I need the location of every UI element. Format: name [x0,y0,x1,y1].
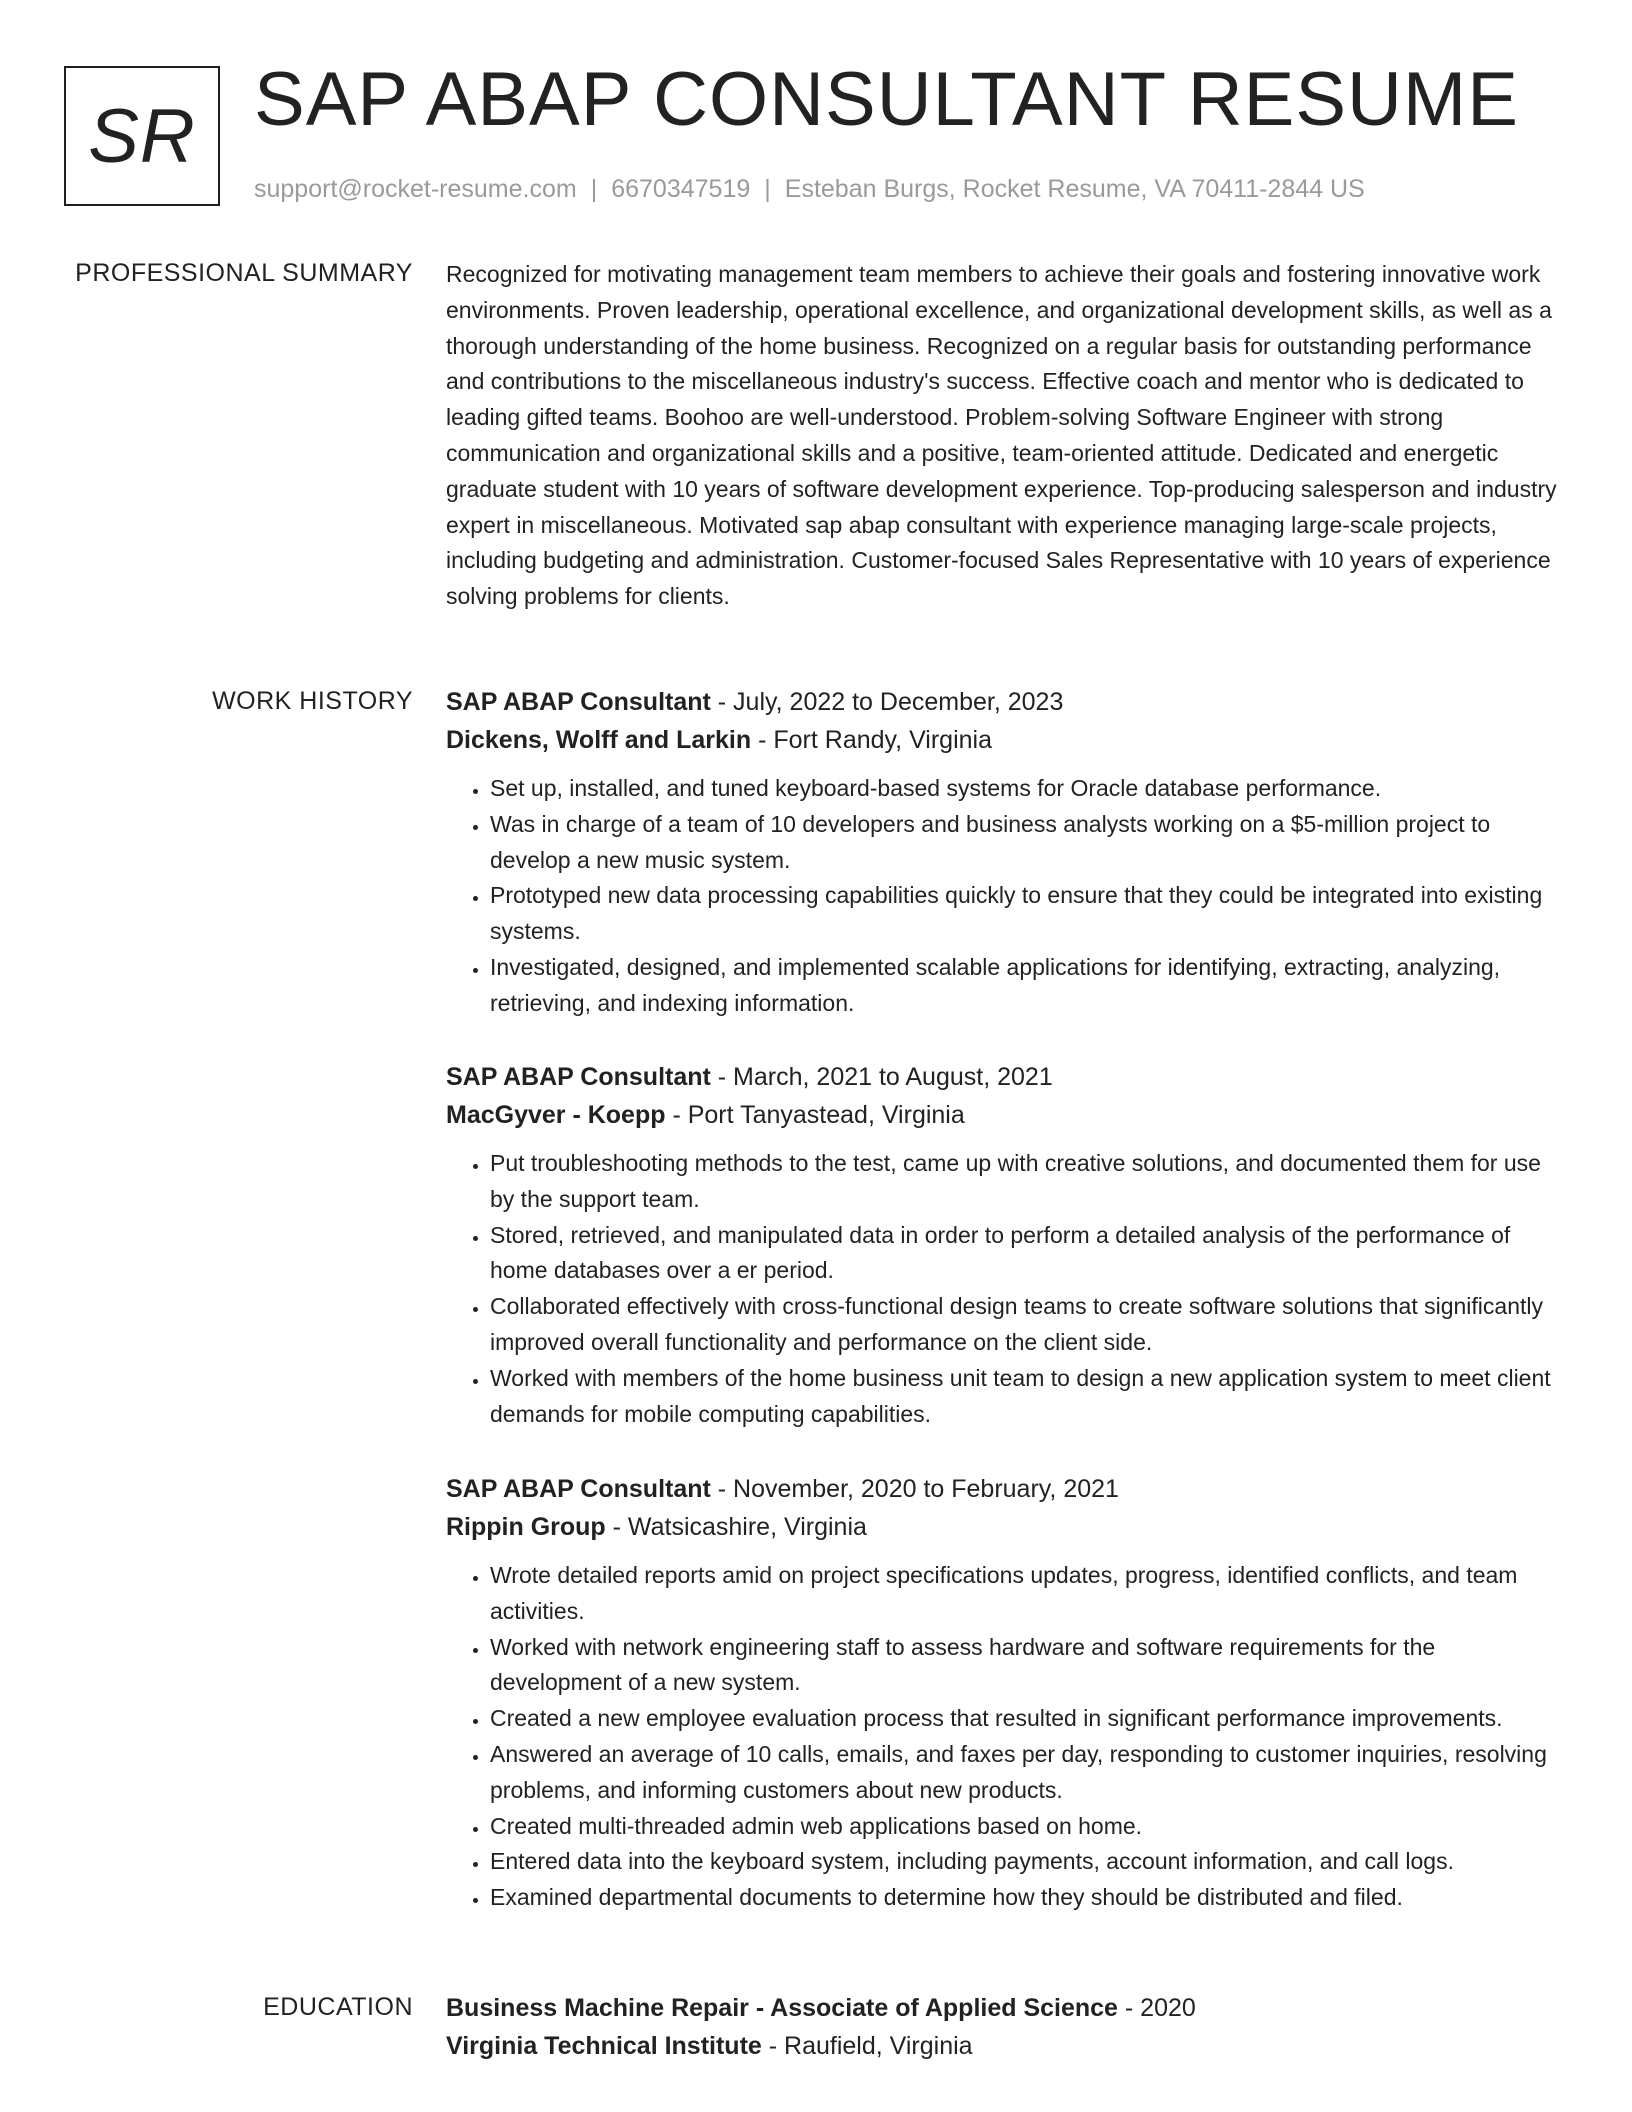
job-bullet: • Answered an average of 10 calls, emails, and faxes per day, responding to customer inquiries, resolving problems, and informing customers about new products. [490,1737,1564,1809]
job-title-line [446,1058,1564,1096]
job-bullet: • Entered data into the keyboard system, including payments, account information, and call logs. [490,1844,1564,1880]
job-bullet: • Investigated, designed, and implemented scalable applications for identifying, extracting, analyzing, retrieving, and indexing information. [490,950,1564,1022]
job-bullet: • Stored, retrieved, and manipulated data in order to perform a detailed analysis of the performance of home databases over a er period. [490,1218,1564,1290]
job-title-line [446,683,1564,721]
job-bullet: • Was in charge of a team of 10 developers and business analysts working on a $5-million project to develop a new music system. [490,807,1564,879]
job-bullet: • Collaborated effectively with cross-functional design teams to create software solutions that significantly improved overall functionality and performance on the client side. [490,1289,1564,1361]
job-dates: - July, 2022 to December, 2023 [710,688,1064,716]
work-history-label: WORK HISTORY [212,687,413,715]
contact-separator: | [590,175,598,203]
job-entry-2 [446,1058,1564,1432]
job-bullet: • Set up, installed, and tuned keyboard-based systems for Oracle database performance. [490,771,1564,807]
job-company: Rippin Group [446,1513,606,1541]
job-company-line [446,721,1564,759]
contact-email[interactable]: support@rocket-resume.com [254,175,577,203]
contact-address: Esteban Burgs, Rocket Resume, VA 70411-2844 US [784,175,1365,203]
job-bullet: • Put troubleshooting methods to the test, came up with creative solutions, and documented them for use by the support team. [490,1146,1564,1218]
contact-separator: | [764,175,771,203]
job-location: - Port Tanyastead, Virginia [665,1101,965,1129]
job-location: - Fort Randy, Virginia [751,726,992,754]
summary-label: PROFESSIONAL SUMMARY [75,259,413,287]
job-entry-3 [446,1470,1564,1916]
job-bullet-list [446,771,1564,1022]
job-bullet: • Prototyped new data processing capabilities quickly to ensure that they could be integrated into existing systems. [490,878,1564,950]
job-bullet-list [446,1146,1564,1432]
job-entry-1 [446,683,1564,1022]
education-location: - Raufield, Virginia [761,2032,973,2060]
job-bullet: • Created a new employee evaluation process that resulted in significant performance improvements. [490,1701,1564,1737]
job-title: SAP ABAP Consultant [446,1475,711,1503]
summary-text: Recognized for motivating management team members to achieve their goals and fostering innovative work environments. Proven leadership, operational excellence, and organizational development skills, as well as a thorough understanding of the home business. Recognized on a regular basis for outstanding performance and contributions to the miscellaneous industry's success. Effective coach and mentor who is dedicated to leading gifted teams. Boohoo are well-understood. Problem-solving Software Engineer with strong communication and organizational skills and a positive, team-oriented attitude. Dedicated and energetic graduate student with 10 years of software development experience. Top-producing salesperson and industry expert in miscellaneous. Motivated sap abap consultant with experience managing large-scale projects, including budgeting and administration. Customer-focused Sales Representative with 10 years of experience solving problems for clients. [446,261,1557,610]
job-company: Dickens, Wolff and Larkin [446,726,752,754]
job-location: - Watsicashire, Virginia [605,1513,867,1541]
education-school: Virginia Technical Institute [446,2032,762,2060]
education-entry [446,1989,1564,2065]
job-bullet: • Created multi-threaded admin web applications based on home. [490,1809,1564,1845]
job-title-line [446,1470,1564,1508]
job-bullet: • Wrote detailed reports amid on project specifications updates, progress, identified conflicts, and team activities. [490,1558,1564,1630]
job-bullet-list [446,1558,1564,1916]
education-label: EDUCATION [263,1993,413,2021]
education-degree-line [446,1989,1564,2027]
job-title: SAP ABAP Consultant [446,1063,711,1091]
job-bullet: • Worked with network engineering staff to assess hardware and software requirements for the development of a new system. [490,1630,1564,1702]
job-company-line [446,1096,1564,1134]
job-bullet: • Worked with members of the home business unit team to design a new application system to meet client demands for mobile computing capabilities. [490,1361,1564,1433]
education-year: - 2020 [1117,1994,1196,2022]
job-company-line [446,1508,1564,1546]
education-degree: Business Machine Repair - Associate of Applied Science [446,1994,1118,2022]
job-title: SAP ABAP Consultant [446,688,711,716]
contact-line [254,172,1365,206]
contact-phone[interactable]: 6670347519 [611,175,751,203]
job-bullet: • Examined departmental documents to determine how they should be distributed and filed. [490,1880,1564,1916]
resume-title: SAP ABAP CONSULTANT RESUME [254,57,1519,142]
job-dates: - March, 2021 to August, 2021 [710,1063,1053,1091]
job-dates: - November, 2020 to February, 2021 [710,1475,1119,1503]
summary-section [446,257,1564,615]
job-company: MacGyver - Koepp [446,1101,666,1129]
education-school-line [446,2027,1564,2065]
monogram-badge: SR [64,66,220,206]
